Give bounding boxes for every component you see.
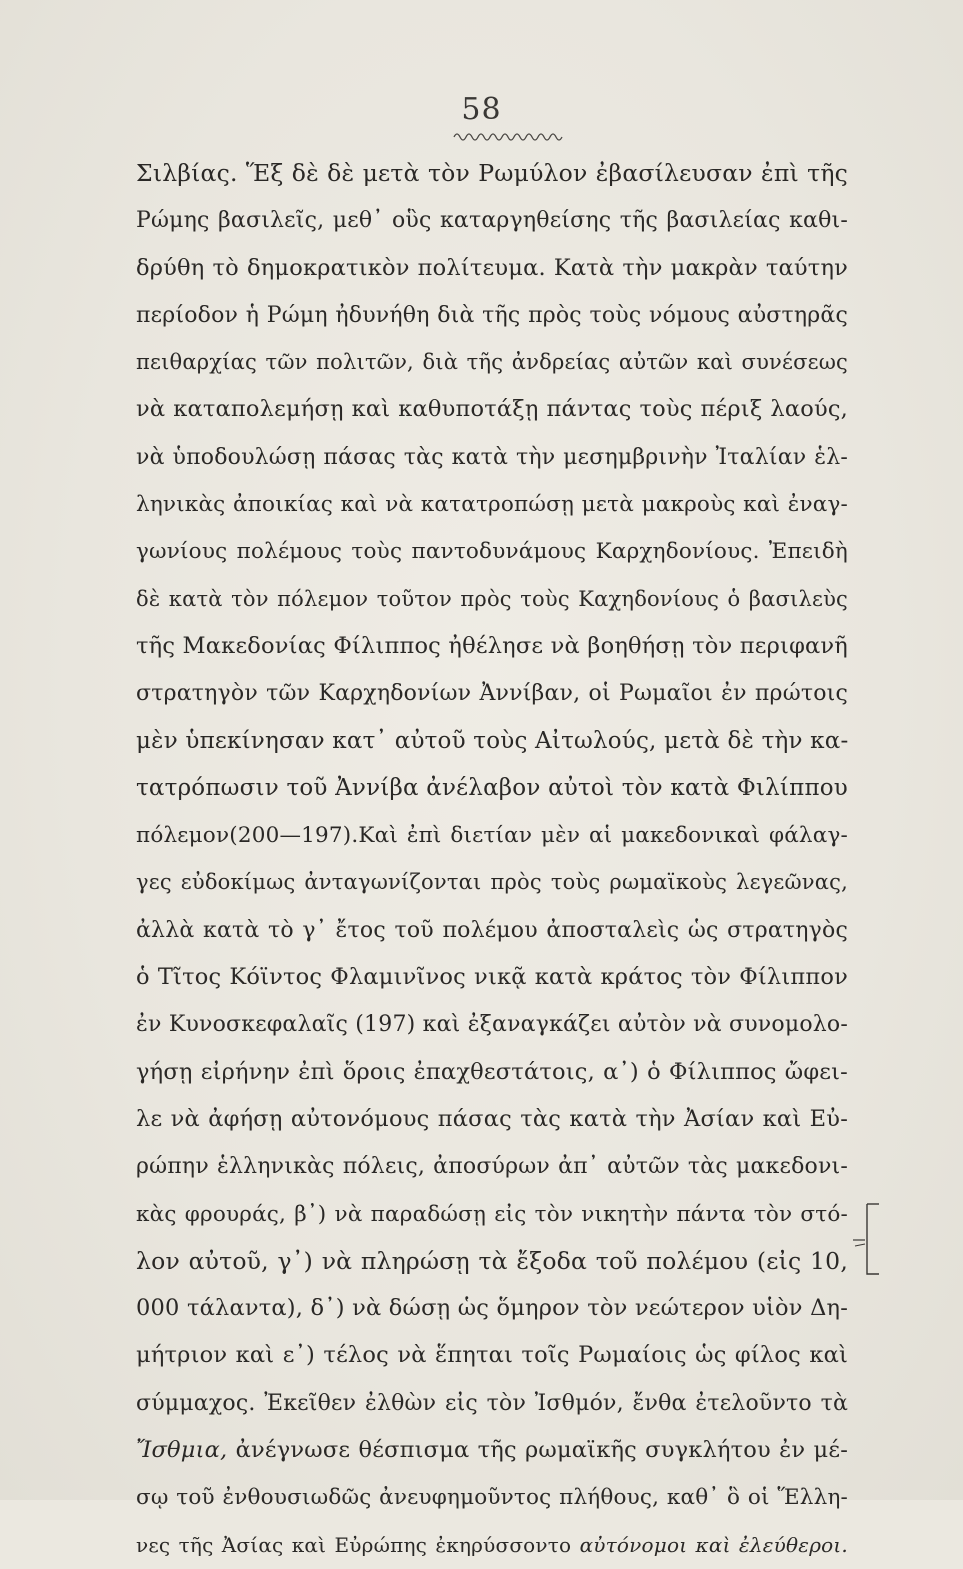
text-line-15: πόλεμον(200—197).Καὶ ἐπὶ διετίαν μὲν αἱ μακεδονικαὶ φάλαγ-	[136, 823, 848, 849]
text-line-11: τῆς Μακεδονίας Φίλιππος ἠθέλησε νὰ βοηθήσῃ τὸν περιφανῆ	[136, 632, 848, 659]
text-line-30	[136, 1522, 848, 1569]
text-line-28	[136, 1427, 848, 1474]
text-line-1: Σιλβίας. Ἕξ δὲ δὲ μετὰ τὸν Ρωμύλον ἐβασίλευσαν ἐπὶ τῆς	[136, 159, 848, 187]
text-line-7: νὰ ὑποδουλώσῃ πάσας τὰς κατὰ τὴν μεσημβρινὴν Ἰταλίαν ἑλ-	[136, 444, 848, 470]
text-line-23: κὰς φρουράς, β᾽) νὰ παραδώσῃ εἰς τὸν νικητὴν πάντα τὸν στό-	[136, 1201, 848, 1227]
text-line-14: τατρόπωσιν τοῦ Ἀννίβα ἀνέλαβον αὐτοὶ τὸν κατὰ Φιλίππου	[136, 774, 848, 801]
text-line-5: πειθαρχίας τῶν πολιτῶν, διὰ τῆς ἀνδρείας αὐτῶν καὶ συνέσεως	[136, 350, 848, 375]
margin-bracket-mark-icon	[845, 1200, 881, 1278]
text-line-10: δὲ κατὰ τὸν πόλεμον τοῦτον πρὸς τοὺς Καχηδονίους ὁ βασιλεὺς	[136, 586, 848, 611]
text-line-12: στρατηγὸν τῶν Καρχηδονίων Ἀννίβαν, οἱ Ρωμαῖοι ἐν πρώτοις	[136, 681, 848, 707]
text-line-3: δρύθη τὸ δημοκρατικὸν πολίτευμα. Κατὰ τὴν μακρὰν ταύτην	[136, 254, 848, 281]
page-number: 58	[461, 92, 502, 127]
italic-autonomoi: αὐτόνομοι καὶ ἐλεύθεροι.	[579, 1532, 848, 1557]
text-line-27: σύμμαχος. Ἐκεῖθεν ἐλθὼν εἰς τὸν Ἰσθμόν, ἔνθα ἐτελοῦντο τὰ	[136, 1390, 848, 1416]
text-line-18: ὁ Τῖτος Κόϊντος Φλαμινῖνος νικᾷ κατὰ κράτος τὸν Φίλιππον	[136, 964, 848, 991]
text-line-17: ἀλλὰ κατὰ τὸ γ᾽ ἔτος τοῦ πολέμου ἀποσταλεὶς ὡς στρατηγὸς	[136, 917, 848, 943]
text-line-4: περίοδον ἡ Ρώμη ἠδυνήθη διὰ τῆς πρὸς τοὺς νόμους αὐστηρᾶς	[136, 302, 848, 328]
text-line-16: γες εὐδοκίμως ἀνταγωνίζονται πρὸς τοὺς ρωμαϊκοὺς λεγεῶνας,	[136, 870, 848, 895]
text-line-20: γήσῃ εἰρήνην ἐπὶ ὅροις ἐπαχθεστάτοις, α᾽) ὁ Φίλιππος ὤφει-	[136, 1058, 848, 1085]
text-line-25: 000 τάλαντα), δ᾽) νὰ δώσῃ ὡς ὅμηρον τὸν νεώτερον υἱὸν Δη-	[136, 1295, 848, 1322]
text-line-29: σῳ τοῦ ἐνθουσιωδῶς ἀνευφημοῦντος πλήθους, καθ᾽ ὃ οἱ Ἕλλη-	[136, 1485, 848, 1511]
text-line-22: ρώπην ἑλληνικὰς πόλεις, ἀποσύρων ἀπ᾽ αὐτῶν τὰς μακεδονι-	[136, 1154, 848, 1180]
text-line-30-start: νες τῆς Ἀσίας καὶ Εὐρώπης ἐκηρύσσοντο	[136, 1532, 572, 1557]
text-line-28-rest: ἀνέγνωσε θέσπισμα τῆς ρωμαϊκῆς συγκλήτου ἐν μέ-	[235, 1437, 849, 1464]
text-line-21: λε νὰ ἀφήσῃ αὐτονόμους πάσας τὰς κατὰ τὴν Ἀσίαν καὶ Εὐ-	[136, 1105, 848, 1132]
italic-isthmia: Ἴσθμια,	[136, 1437, 228, 1464]
text-line-24: λον αὐτοῦ, γ᾽) νὰ πληρώσῃ τὰ ἔξοδα τοῦ πολέμου (εἰς 10,	[136, 1246, 848, 1275]
text-line-9: γωνίους πολέμους τοὺς παντοδυνάμους Καρχηδονίους. Ἐπειδὴ	[136, 539, 848, 565]
text-line-2: Ρώμης βασιλεῖς, μεθ᾽ οὓς καταργηθείσης τῆς βασιλείας καθι-	[136, 208, 848, 234]
text-line-6: νὰ καταπολεμήσῃ καὶ καθυποτάξῃ πάντας τοὺς πέριξ λαούς,	[136, 396, 848, 423]
body-text	[136, 150, 848, 1569]
text-line-13: μὲν ὑπεκίνησαν κατ᾽ αὐτοῦ τοὺς Αἰτωλούς, μετὰ δὲ τὴν κα-	[136, 727, 849, 754]
wavy-ornament-icon	[452, 128, 572, 142]
text-line-19: ἐν Κυνοσκεφαλαῖς (197) καὶ ἐξαναγκάζει αὐτὸν νὰ συνομολο-	[136, 1012, 848, 1038]
text-line-8: ληνικὰς ἀποικίας καὶ νὰ κατατροπώσῃ μετὰ μακροὺς καὶ ἐναγ-	[136, 492, 848, 518]
text-line-26: μήτριον καὶ ε᾽) τέλος νὰ ἕπηται τοῖς Ρωμαίοις ὡς φίλος καὶ	[136, 1342, 848, 1369]
